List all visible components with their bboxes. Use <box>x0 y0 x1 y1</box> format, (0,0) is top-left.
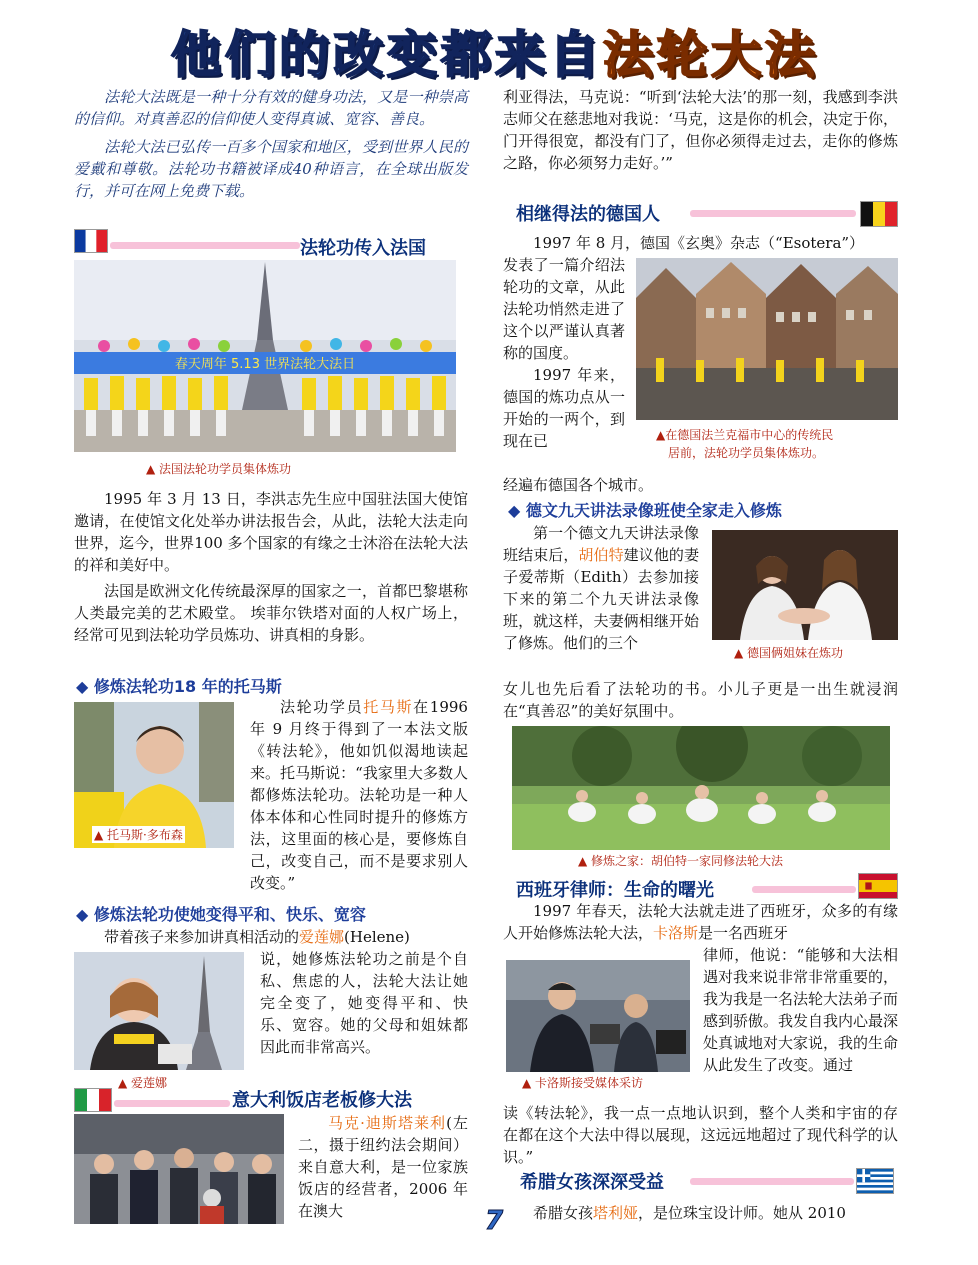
france-photo-caption: ▲ 法国法轮功学员集体炼功 <box>146 462 292 476</box>
section-bar <box>110 242 300 249</box>
intro-text <box>74 86 468 202</box>
germany-text-wrapped: 发表了一篇介绍法轮功的文章，从此法轮功悄然走进了这个以严谨认真著称的国度。 1997 年来，德国的炼功点从一开始的一两个，到现在已 <box>503 256 625 450</box>
carlos-name: 卡洛斯 <box>653 924 699 942</box>
thomas-paragraph: 法轮功学员托马斯在1996 年 9 月终于得到了一本法文版《转法轮》，他如饥似渴地读起来。托马斯说：“我家里大多数人都修炼法轮功。法轮功是一种人体本体和心性同时提升的修炼方法，这里面的核心是，要修炼自己，改变自己，而不是要求别人改变。” <box>250 698 468 892</box>
thomas-heading: ◆ 修炼法轮功18 年的托马斯 <box>76 677 282 696</box>
thomas-name: 托马斯 <box>363 698 414 716</box>
frankfurt-caption: ▲在德国法兰克福市中心的传统民 居前，法轮功学员集体炼功。 <box>656 428 834 460</box>
italy-group-photo <box>74 1114 284 1224</box>
hubert-family-caption: ▲ 修炼之家：胡伯特一家同修法轮大法 <box>578 854 784 868</box>
france-flag-icon <box>74 229 108 253</box>
germany-text-line1: 1997 年 8 月，德国《玄奥》杂志（“Esotera”） <box>533 234 865 252</box>
page-title: 他们的改变都来自法轮大法 <box>171 26 819 84</box>
helene-text-line: 带着孩子来参加讲真相活动的爱莲娜(Helene) <box>104 928 410 946</box>
france-paragraph-2: 法国是欧洲文化传统最深厚的国家之一，首都巴黎堪称人类最完美的艺术殿堂。 埃菲尔铁塔对面的人权广场上，经常可见到法轮功学员炼功、讲真相的身影。 <box>74 582 468 644</box>
italy-heading: 意大利饭店老板修大法 <box>232 1090 412 1111</box>
page-number: 7 <box>484 1206 504 1236</box>
section-bar <box>690 1178 854 1185</box>
section-bar <box>752 886 856 893</box>
thalia-name: 塔利娅 <box>593 1204 639 1222</box>
germany-heading: 相继得法的德国人 <box>516 204 660 225</box>
intro-paragraph-2: 法轮大法已弘传一百多个国家和地区，受到世界人民的爱戴和尊敬。法轮功书籍被译成40种语言，在全球出版发行，并可在网上免费下载。 <box>74 138 468 200</box>
hubert-name: 胡伯特 <box>578 546 624 564</box>
france-text <box>74 488 468 646</box>
helene-name: 爱莲娜 <box>299 928 345 946</box>
german-sisters-photo <box>712 530 898 640</box>
german-family-heading: ◆ 德文九天讲法录像班使全家走入修炼 <box>508 501 782 520</box>
helene-text-wrapped: 说，她修炼法轮功之前是个自私、焦虑的人，法轮大法让她完全变了，她变得平和、快乐、宽容。她的父母和姐妹都因此而非常高兴。 <box>260 950 468 1056</box>
german-sisters-caption: ▲ 德国俩姐妹在炼功 <box>734 646 844 660</box>
france-group-exercise-photo <box>74 260 456 452</box>
spain-text-wrapped: 律师，他说：“能够和大法相遇对我来说非常非常重要的，我为我是一名法轮大法弟子而感到骄傲。我发自我内心最深处真诚地对大家说，我的生命从此发生了改变。通过 <box>703 946 899 1074</box>
greece-text: 希腊女孩塔利娅，是位珠宝设计师。她从 2010 <box>533 1204 846 1222</box>
germany-text-end: 经遍布德国各个城市。 <box>503 476 654 494</box>
marco-name: 马克·迪斯塔莱利 <box>328 1114 447 1132</box>
spain-text-end: 读《转法轮》，我一点一点地认识到，整个人类和宇宙的存在都在这个大法中得以展现，这远远地超过了现代科学的认识。” <box>503 1104 898 1166</box>
helene-caption: ▲ 爱莲娜 <box>118 1076 168 1090</box>
section-bar <box>114 1100 230 1107</box>
italy-text: 马克·迪斯塔莱利(左二，摄于纽约法会期间）来自意大利，是一位家族饭店的经营者，2006 年在澳大 <box>298 1114 468 1220</box>
italy-flag-icon <box>74 1088 112 1112</box>
german-family-text-wrapped: 第一个德文九天讲法录像班结束后，胡伯特建议他的妻子爱蒂斯（Edith）去参加接下来的第二个九天讲法录像班，就这样，夫妻俩相继开始了修炼。他们的三个 <box>503 524 699 652</box>
thomas-text-b: 在1996 年 9 月终于得到了一本法文版《转法轮》，他如饥似渴地读起来。托马斯说：“我家里大多数人都修炼法轮功。法轮功是一种人体本体和心性同时提升的修炼方法，这里面的核心是，要修炼自己，改变自己，而不是要求别人改变。” <box>250 698 468 892</box>
hubert-family-photo <box>512 726 890 850</box>
marco-quote-text: 利亚得法，马克说：“听到‘法轮大法’的那一刻，我感到李洪志师父在慈悲地对我说：‘马克，这是你的机会，决定于你，门开得很宽，都没有门了，但你必须得走过去，走你的修炼之路，你必须努力走好。’” <box>503 88 898 172</box>
spain-flag-icon <box>858 873 898 899</box>
spain-text-top: 1997 年春天，法轮大法就走进了西班牙，众多的有缘人开始修炼法轮大法，卡洛斯是一名西班牙 <box>503 902 898 942</box>
greece-heading: 希腊女孩深深受益 <box>520 1172 664 1193</box>
helene-heading: ◆ 修炼法轮功使她变得平和、快乐、宽容 <box>76 905 366 924</box>
spain-heading: 西班牙律师：生命的曙光 <box>516 880 714 901</box>
greece-flag-icon <box>856 1168 894 1194</box>
section-bar <box>690 210 856 217</box>
intro-paragraph-1: 法轮大法既是一种十分有效的健身功法，又是一种崇高的信仰。对真善忍的信仰使人变得真诚、宽容、善良。 <box>74 88 468 128</box>
belgium-flag-icon <box>860 201 898 227</box>
thomas-caption: ▲ 托马斯·多布森 <box>94 828 183 842</box>
carlos-caption: ▲ 卡洛斯接受媒体采访 <box>522 1076 644 1090</box>
carlos-media-interview-photo <box>506 960 690 1072</box>
helene-portrait-photo <box>74 952 244 1070</box>
thomas-text-wrapped <box>250 696 468 894</box>
frankfurt-exercise-photo <box>636 258 898 420</box>
german-family-text-end: 女儿也先后看了法轮功的书。小儿子更是一出生就浸润在“真善忍”的美好氛围中。 <box>503 680 898 720</box>
photo-banner-text: 春天周年 5.13 世界法轮大法日 <box>174 357 356 372</box>
france-heading: 法轮功传入法国 <box>300 238 426 259</box>
france-paragraph-1: 1995 年 3 月 13 日，李洪志先生应中国驻法国大使馆邀请，在使馆文化处举办讲法报告会，从此，法轮大法走向世界，迄今，世界100 多个国家的有缘之士沐浴在法轮大法的祥和美好中。 <box>74 490 468 574</box>
